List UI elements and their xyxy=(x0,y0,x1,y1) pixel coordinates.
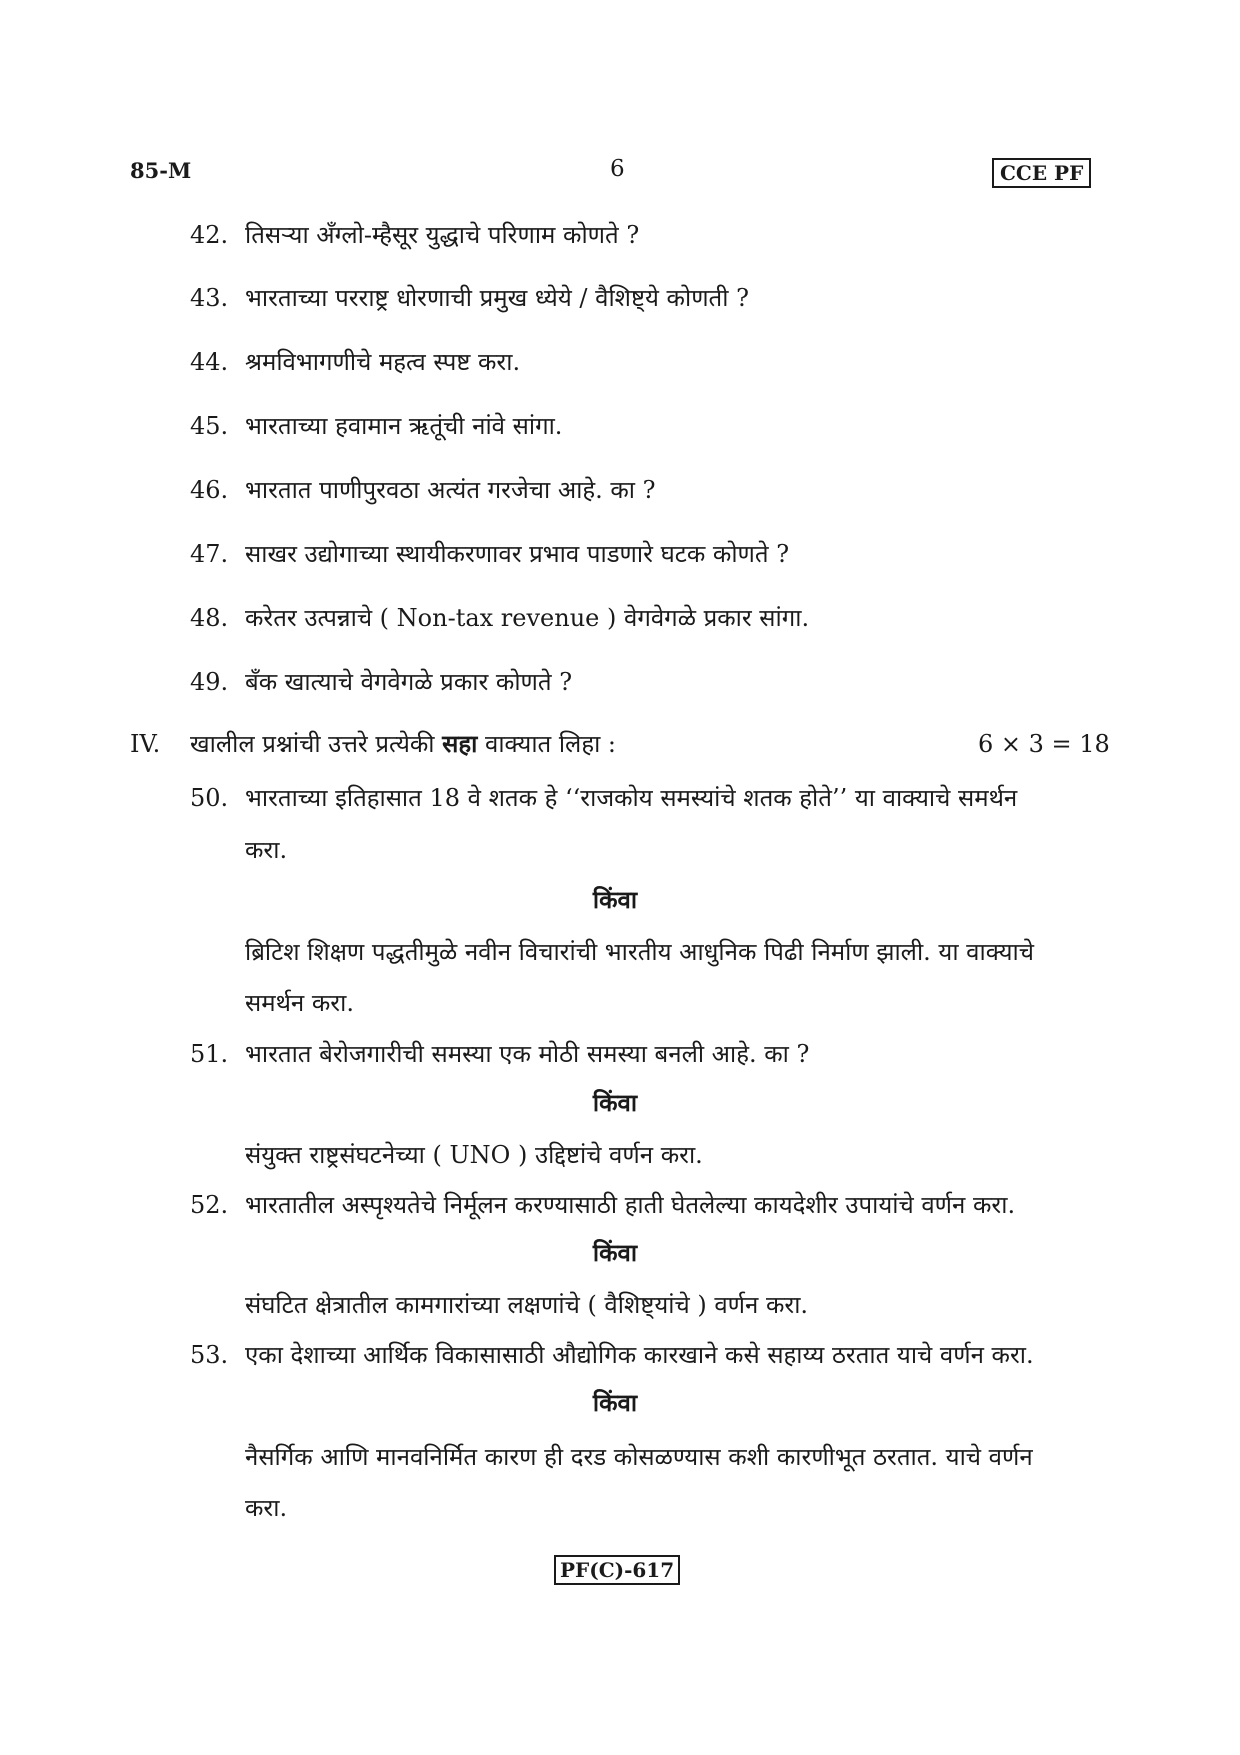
question-50 xyxy=(190,783,1190,813)
question-53-alternative-continued: करा. xyxy=(245,1494,288,1522)
question-number: 53. xyxy=(190,1341,229,1369)
question-text: भारतात बेरोजगारीची समस्या एक मोठी समस्या बनली आहे. का ? xyxy=(245,1040,810,1068)
question-43 xyxy=(190,283,1190,313)
series-box: CCE PF xyxy=(992,158,1091,188)
question-text: करेतर उत्पन्नाचे ( Non-tax revenue ) वेगवेगळे प्रकार सांगा. xyxy=(245,604,810,632)
question-text: भारताच्या हवामान ऋतूंची नांवे सांगा. xyxy=(245,412,563,440)
page-number: 6 xyxy=(610,156,625,182)
instruction-pre: खालील प्रश्नांची उत्तरे प्रत्येकी xyxy=(190,730,435,758)
question-text: भारतात पाणीपुरवठा अत्यंत गरजेचा आहे. का ? xyxy=(245,476,656,504)
question-53-alternative: नैसर्गिक आणि मानवनिर्मित कारण ही दरड कोसळण्यास कशी कारणीभूत ठरतात. याचे वर्णन xyxy=(245,1443,1033,1471)
question-50-alternative-continued: समर्थन करा. xyxy=(245,989,354,1017)
question-50-alternative: ब्रिटिश शिक्षण पद्धतीमुळे नवीन विचारांची भारतीय आधुनिक पिढी निर्माण झाली. या वाक्याचे xyxy=(245,938,1034,966)
question-text: एका देशाच्या आर्थिक विकासासाठी औद्योगिक कारखाने कसे सहाय्य ठरतात याचे वर्णन करा. xyxy=(245,1341,1034,1369)
instruction-bold: सहा xyxy=(442,729,478,758)
instruction-post: वाक्यात लिहा : xyxy=(485,730,617,758)
question-44 xyxy=(190,347,1190,377)
question-53 xyxy=(190,1340,1190,1370)
paper-code: 85-M xyxy=(130,158,192,183)
question-49 xyxy=(190,667,1190,697)
footer-code-box: PF(C)-617 xyxy=(554,1555,680,1585)
question-number: 52. xyxy=(190,1191,229,1219)
question-50-continued: करा. xyxy=(245,836,288,864)
question-text: भारतातील अस्पृश्यतेचे निर्मूलन करण्यासाठी हाती घेतलेल्या कायदेशीर उपायांचे वर्णन करा. xyxy=(245,1191,1016,1219)
question-number: 46. xyxy=(190,476,229,504)
question-number: 45. xyxy=(190,412,229,440)
question-52-alternative: संघटित क्षेत्रातील कामगारांच्या लक्षणांचे ( वैशिष्ट्यांचे ) वर्णन करा. xyxy=(245,1291,809,1319)
or-divider: किंवा xyxy=(592,885,638,914)
question-number: 42. xyxy=(190,221,229,249)
section-iv-roman: IV. xyxy=(130,730,161,758)
question-number: 44. xyxy=(190,348,229,376)
question-42 xyxy=(190,220,1190,250)
question-52 xyxy=(190,1190,1190,1220)
question-text: श्रमविभागणीचे महत्व स्पष्ट करा. xyxy=(245,348,521,376)
or-divider: किंवा xyxy=(592,1088,638,1117)
question-number: 50. xyxy=(190,784,229,812)
or-divider: किंवा xyxy=(592,1238,638,1267)
section-iv-marks: 6 × 3 = 18 xyxy=(978,730,1110,758)
question-text: भारताच्या परराष्ट्र धोरणाची प्रमुख ध्येये / वैशिष्ट्ये कोणती ? xyxy=(245,284,749,312)
question-45 xyxy=(190,411,1190,441)
question-51 xyxy=(190,1039,1190,1069)
question-46 xyxy=(190,475,1190,505)
question-text: साखर उद्योगाच्या स्थायीकरणावर प्रभाव पाडणारे घटक कोणते ? xyxy=(245,540,790,568)
question-text: बँक खात्याचे वेगवेगळे प्रकार कोणते ? xyxy=(245,668,573,696)
question-number: 51. xyxy=(190,1040,229,1068)
question-text: तिसऱ्या अँग्लो-म्हैसूर युद्धाचे परिणाम कोणते ? xyxy=(245,221,640,249)
question-48 xyxy=(190,603,1190,633)
question-51-alternative: संयुक्त राष्ट्रसंघटनेच्या ( UNO ) उद्दिष्टांचे वर्णन करा. xyxy=(245,1141,703,1169)
question-number: 47. xyxy=(190,540,229,568)
question-47 xyxy=(190,539,1190,569)
question-number: 48. xyxy=(190,604,229,632)
question-text: भारताच्या इतिहासात 18 वे शतक हे ‘‘राजकोय समस्यांचे शतक होते’’ या वाक्याचे समर्थन xyxy=(245,784,1018,812)
section-iv-instruction xyxy=(190,729,616,759)
or-divider: किंवा xyxy=(592,1388,638,1417)
question-number: 49. xyxy=(190,668,229,696)
question-number: 43. xyxy=(190,284,229,312)
